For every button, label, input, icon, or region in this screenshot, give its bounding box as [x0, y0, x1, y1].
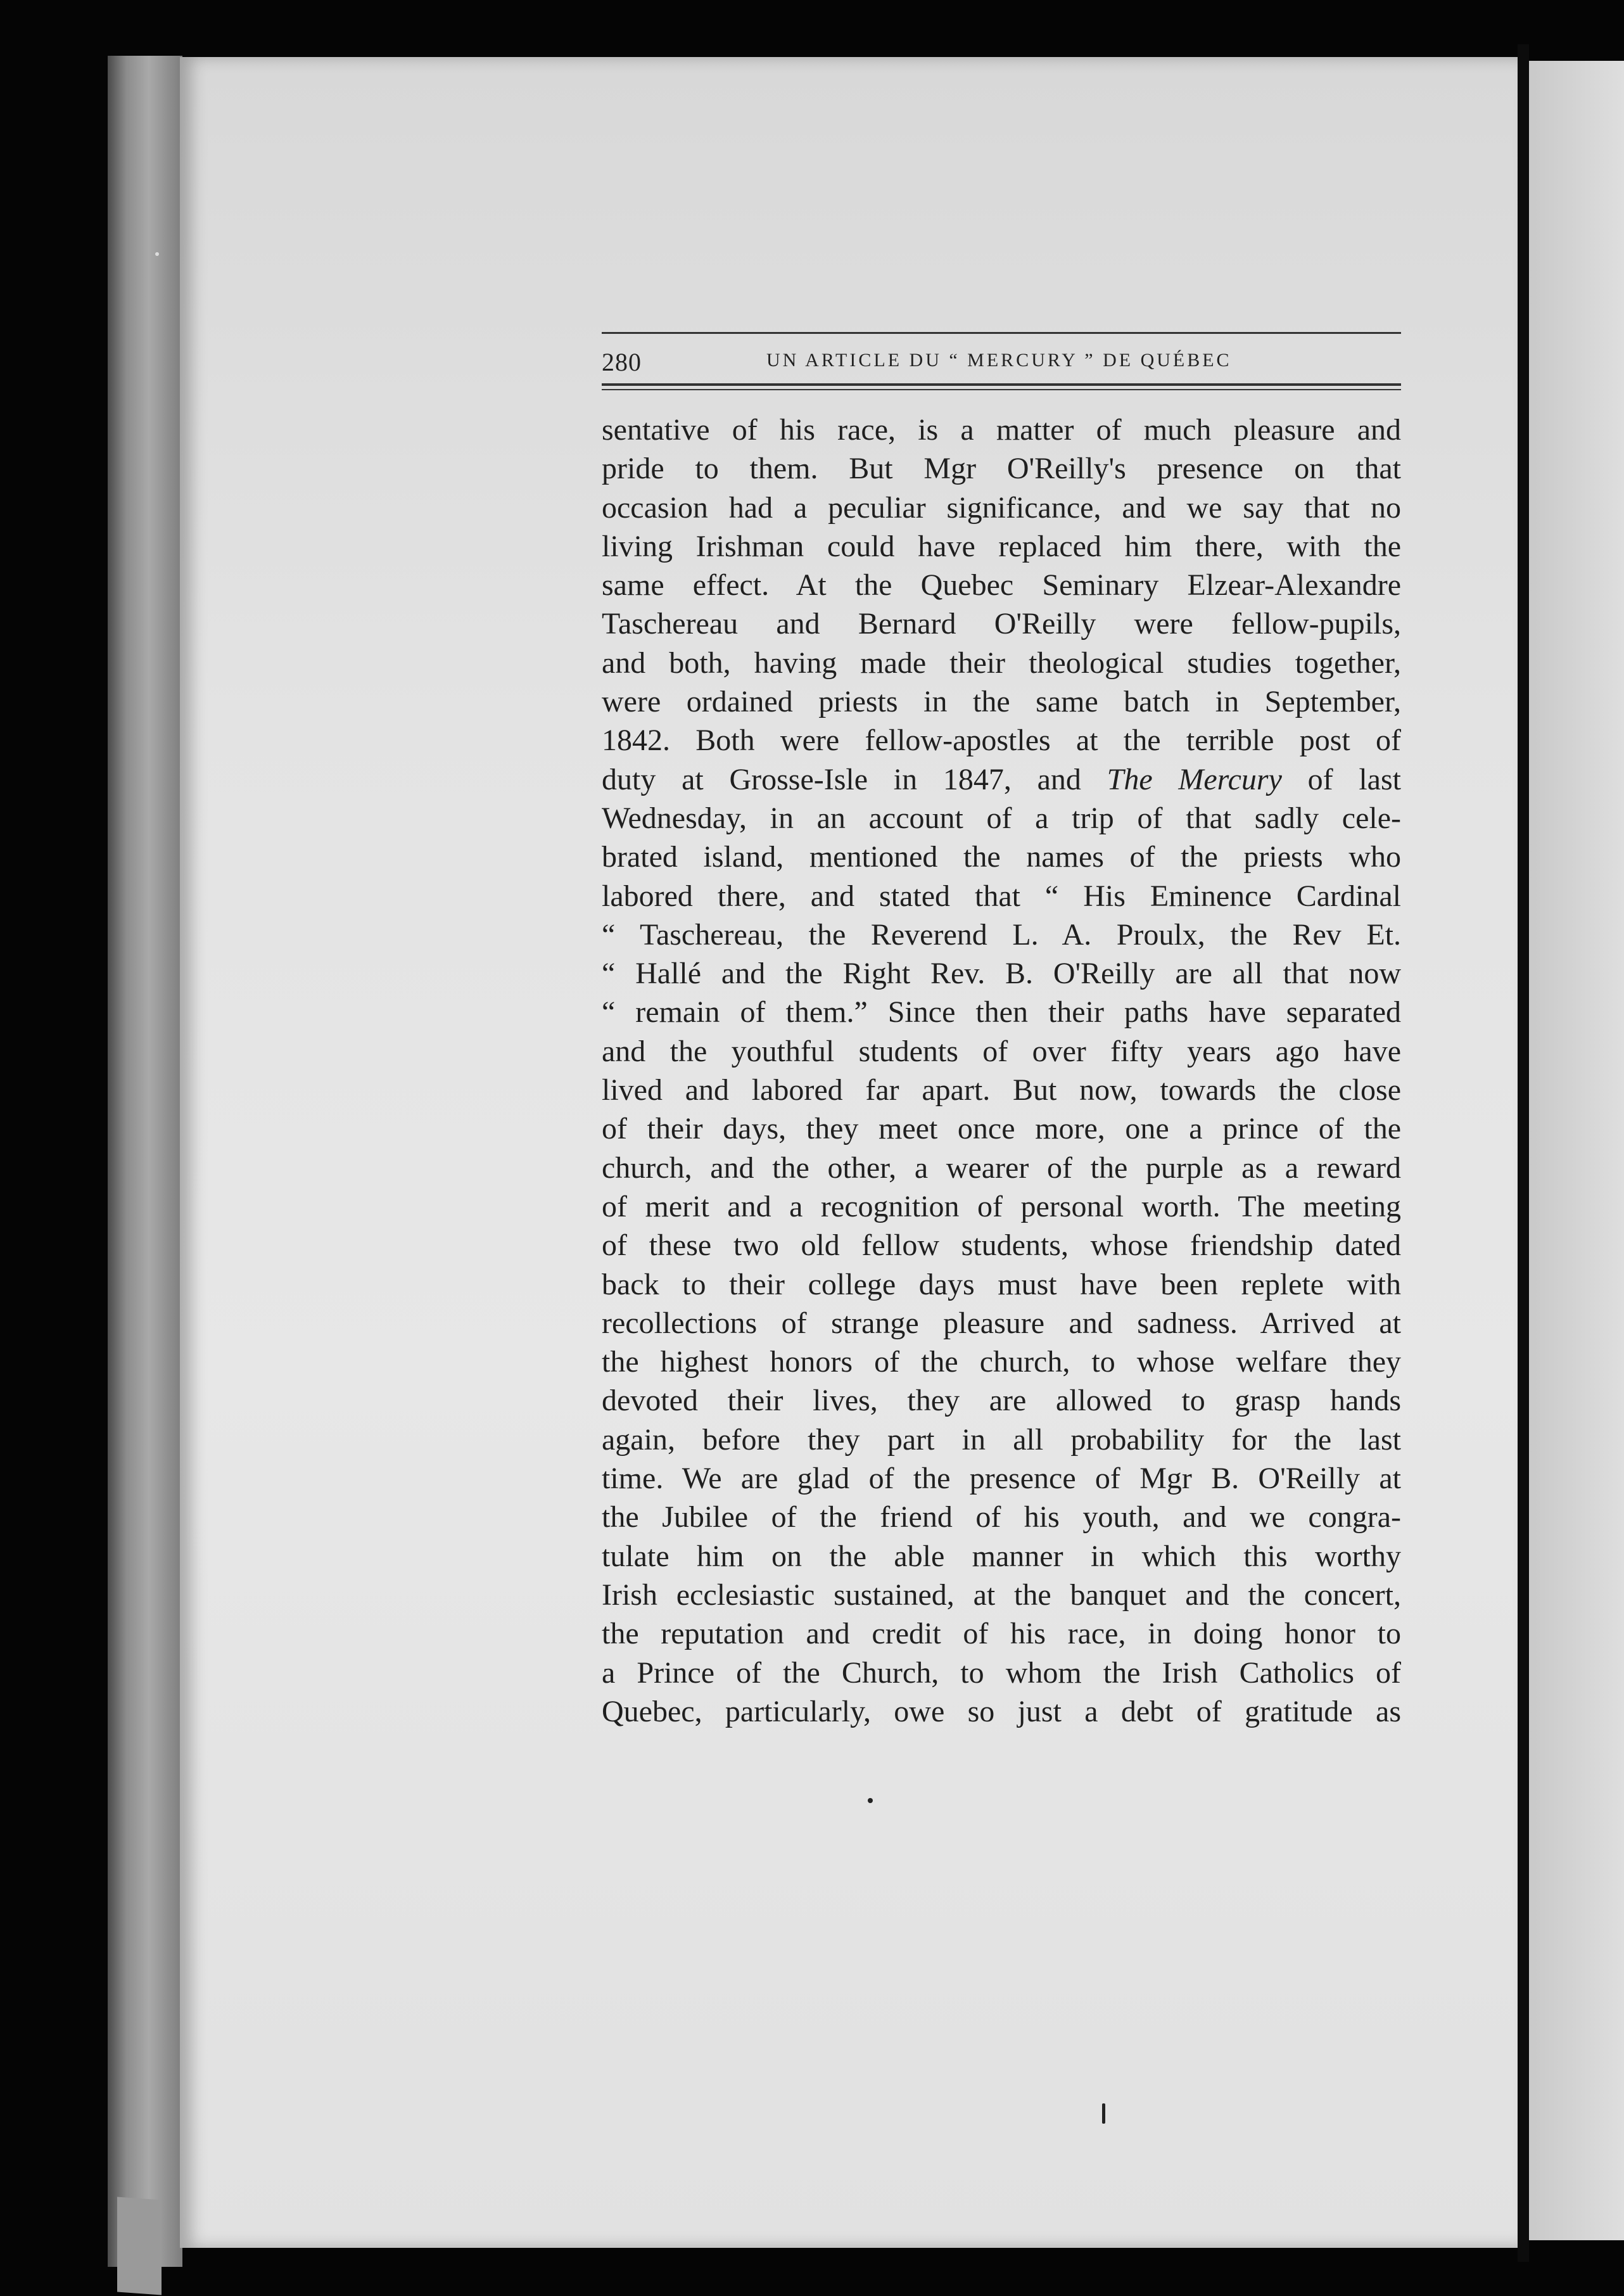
book-gutter — [1518, 44, 1529, 2262]
text-line: lived and labored far apart. But now, towards the close — [602, 1073, 1401, 1107]
print-speck — [1102, 2103, 1105, 2124]
text-line: same effect. At the Quebec Seminary Elzear-Alexandre — [602, 568, 1401, 603]
text-line: time. We are glad of the presence of Mgr B. O'Reilly at — [602, 1462, 1401, 1496]
print-speck — [868, 1798, 873, 1803]
text-line: and both, having made their theological studies together, — [602, 646, 1401, 680]
text-line: devoted their lives, they are allowed to grasp hands — [602, 1384, 1401, 1418]
article-body — [602, 411, 1401, 1731]
text-line: Quebec, particularly, owe so just a debt of gratitude as — [602, 1694, 1401, 1728]
running-head — [602, 347, 1401, 378]
text-line: labored there, and stated that “ His Eminence Cardinal — [602, 879, 1401, 913]
text-line: sentative of his race, is a matter of much pleasure and — [602, 413, 1401, 447]
book-spine-edge — [108, 56, 182, 2267]
text-line: tulate him on the able manner in which this worthy — [602, 1539, 1401, 1573]
text-segment: of last — [1281, 762, 1401, 796]
text-line: brated island, mentioned the names of the priests who — [602, 840, 1401, 874]
text-line: were ordained priests in the same batch in September, — [602, 685, 1401, 719]
text-line: of their days, they meet once more, one a prince of the — [602, 1112, 1401, 1146]
text-line: living Irishman could have replaced him there, with the — [602, 529, 1401, 563]
page-number: 280 — [602, 348, 642, 376]
text-line: the Jubilee of the friend of his youth, and we congra- — [602, 1500, 1401, 1534]
text-line: Taschereau and Bernard O'Reilly were fellow-pupils, — [602, 607, 1401, 641]
text-line: “ remain of them.” Since then their paths have separated — [602, 995, 1401, 1030]
text-segment: duty at Grosse-Isle in 1847, and — [602, 762, 1107, 796]
running-title: UN ARTICLE DU “ MERCURY ” DE QUÉBEC — [766, 350, 1232, 371]
text-line: “ Taschereau, the Reverend L. A. Proulx, the Rev Et. — [602, 917, 1401, 952]
header-rule-top — [602, 332, 1401, 334]
text-line: pride to them. But Mgr O'Reilly's presence on that — [602, 452, 1401, 486]
text-line: recollections of strange pleasure and sadness. Arrived at — [602, 1306, 1401, 1340]
text-line: and the youthful students of over fifty years ago have — [602, 1034, 1401, 1068]
text-line: a Prince of the Church, to whom the Irish Catholics of — [602, 1655, 1401, 1690]
text-line: Irish ecclesiastic sustained, at the banquet and the concert, — [602, 1578, 1401, 1612]
facing-page-edge — [1529, 61, 1624, 2240]
header-rule-bottom — [602, 383, 1401, 386]
text-line: the highest honors of the church, to whose welfare they — [602, 1345, 1401, 1379]
dust-speck — [155, 252, 159, 256]
newspaper-title: The Mercury — [1107, 762, 1282, 796]
text-line: the reputation and credit of his race, in doing honor to — [602, 1617, 1401, 1651]
text-line: back to their college days must have been replete with — [602, 1267, 1401, 1301]
text-line: Wednesday, in an account of a trip of that sadly cele- — [602, 801, 1401, 835]
text-line — [602, 760, 1401, 799]
text-line: occasion had a peculiar significance, and we say that no — [602, 490, 1401, 525]
header-rule-bottom-thin — [602, 389, 1401, 390]
text-line: 1842. Both were fellow-apostles at the terrible post of — [602, 724, 1401, 758]
text-line: church, and the other, a wearer of the purple as a reward — [602, 1151, 1401, 1185]
text-line: of these two old fellow students, whose friendship dated — [602, 1228, 1401, 1263]
text-line: of merit and a recognition of personal worth. The meeting — [602, 1189, 1401, 1223]
text-line: “ Hallé and the Right Rev. B. O'Reilly are all that now — [602, 957, 1401, 991]
spine-foot — [117, 2197, 162, 2295]
text-line: again, before they part in all probability for the last — [602, 1422, 1401, 1457]
